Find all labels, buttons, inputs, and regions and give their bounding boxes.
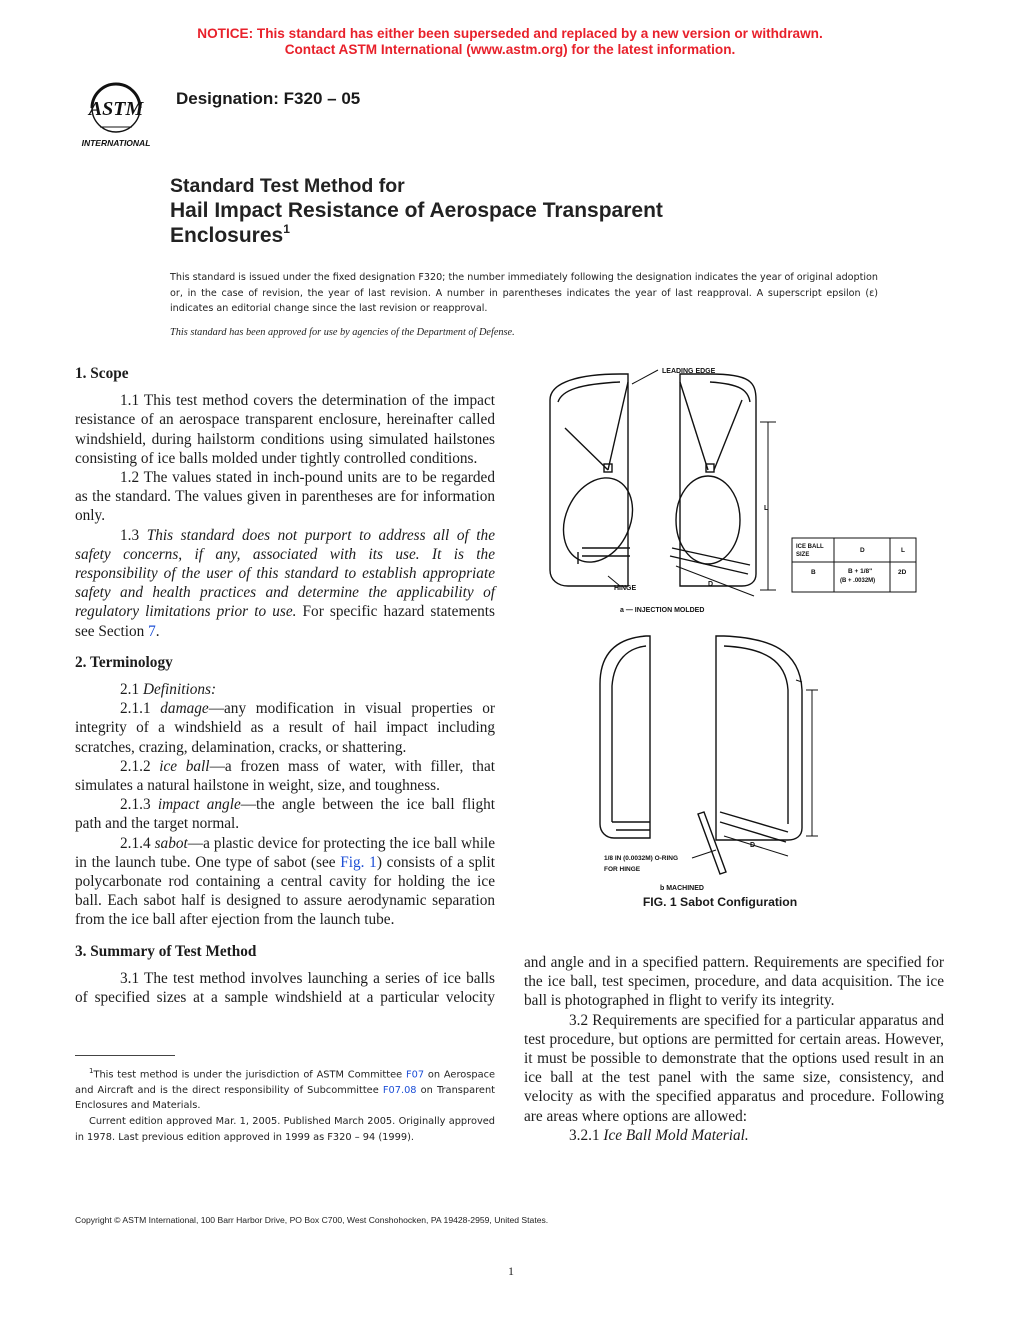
- d4-num: 2.1.4: [120, 834, 155, 852]
- table-cell-l: 2D: [898, 569, 907, 576]
- approved-note: This standard has been approved for use by agencies of the Department of Defense.: [170, 327, 515, 338]
- p13-num: 1.3: [120, 526, 147, 544]
- d1-text: —any modification in visual properties or integrity of a windshield as a result of hail impact including scratches, crazing, delamination, cracks, or shattering.: [75, 700, 496, 756]
- table-header-size: SIZE: [796, 552, 810, 558]
- leading-edge-leader: [632, 370, 658, 384]
- sabot-a-left-cone-1: [565, 428, 608, 470]
- d2-num: 2.1.2: [120, 757, 160, 775]
- footnote-1: [75, 1064, 495, 1114]
- label-oring-1: 1/8 IN (0.0032M) O-RING: [604, 855, 679, 862]
- d1-term: damage: [160, 700, 209, 718]
- sabot-a-left-cavity: [550, 467, 645, 574]
- paragraph-2-1: [75, 680, 495, 699]
- d3-term: impact angle: [157, 796, 241, 814]
- sabot-a-right-hinge-bar-2: [670, 556, 748, 574]
- section-heading-summary: 3. Summary of Test Method: [75, 942, 257, 960]
- paragraph-1-3: [75, 526, 495, 641]
- title-line-1: Standard Test Method for: [170, 175, 405, 197]
- sabot-a-right-rim: [710, 382, 750, 402]
- sabot-a-d-dimension: [676, 566, 754, 596]
- logo-subtext: INTERNATIONAL: [81, 138, 151, 148]
- fig-1-link[interactable]: Fig. 1: [340, 853, 377, 871]
- title-line-2: Hail Impact Resistance of Aerospace Transparent: [170, 199, 663, 222]
- sabot-a-left-cone-2: [608, 382, 628, 470]
- right-column: [524, 953, 944, 1145]
- paragraph-3-1-start: 3.1 The test method involves launching a series of ice balls of specified sizes at a sample windshield at a particular velocity: [75, 969, 495, 1007]
- p13-italic: This standard does not purport to address all of the safety concerns, if any, associated with its use. It is the responsibility of the user of this standard to establish appropriate safety and health practices and determine the applicability of regulatory limitations prior to use.: [75, 526, 495, 621]
- sabot-b-right-half: [716, 636, 802, 840]
- paragraph-3-2-1: [524, 1126, 944, 1145]
- withdrawal-notice: [0, 26, 1020, 58]
- d4-term: sabot: [154, 834, 188, 852]
- label-l-a: L: [764, 505, 769, 512]
- definition-ice-ball: [75, 757, 495, 795]
- sabot-figure: [520, 360, 940, 920]
- astm-logo: [74, 78, 162, 150]
- fn1-c: on Transparent Enclosures and Materials.: [75, 1084, 495, 1112]
- p321-num: 3.2.1: [569, 1126, 604, 1144]
- table-cell-d-metric: (B + .0032M): [840, 578, 876, 584]
- d3-text: —the angle between the ice ball flight path and the target normal.: [75, 796, 495, 833]
- d2-text: —a frozen mass of water, with filler, that simulates a natural hailstone in weight, size, and toughness.: [75, 757, 495, 795]
- page-number: 1: [508, 1264, 514, 1278]
- sabot-a-right-cone-2: [714, 400, 742, 470]
- footnote-mark: 1: [89, 1067, 94, 1075]
- label-machined: b MACHINED: [660, 885, 704, 892]
- section-heading-terminology: 2. Terminology: [75, 653, 173, 671]
- label-hinge: HINGE: [614, 585, 637, 592]
- p21-label: Definitions:: [142, 681, 217, 699]
- sabot-a-right-hinge-bar: [672, 548, 750, 565]
- logo-letters: ASTM: [88, 98, 144, 120]
- d2-term: ice ball: [159, 757, 210, 775]
- paragraph-3-2: 3.2 Requirements are specified for a particular apparatus and test procedure, but options are permitted for certain areas. However, it must be possible to demonstrate that the options used result in an ice ball at the test panel with the same size, consistency, and velocity as with the specified apparatus and procedure. Following are areas where options are allowed:: [524, 1011, 944, 1125]
- table-header-ice-ball: ICE BALL: [796, 544, 824, 550]
- d4-text-a: —a plastic device for protecting the ice ball while in the launch tube. One type of sabot (see: [75, 834, 496, 871]
- p13-end: .: [155, 622, 160, 640]
- title-line-3-text: Enclosures: [170, 224, 284, 247]
- sabot-b-left-rim: [612, 646, 646, 686]
- d3-num: 2.1.3: [120, 796, 158, 814]
- issued-note: This standard is issued under the fixed designation F320; the number immediately following the designation indicates the year of original adoption or, in the case of revision, the year of last revision. A number in parentheses indicates the year of last reapproval. A superscript epsilon (ε) indicates an editorial change since the last revision or reapproval.: [170, 272, 878, 315]
- left-column: [75, 364, 495, 1027]
- definition-damage: [75, 699, 495, 757]
- sabot-a-left-rim: [558, 382, 620, 402]
- o-ring-rod: [698, 812, 726, 874]
- sabot-b-right-rim: [724, 646, 788, 690]
- sabot-a-right-cone-1: [680, 382, 708, 470]
- definition-sabot: [75, 834, 495, 930]
- fn1-a: This test method is under the jurisdiction of ASTM Committee: [93, 1069, 406, 1081]
- ice-ball-size-table: [792, 538, 916, 592]
- table-cell-d: B + 1/8": [848, 568, 873, 575]
- sabot-b-right-hinge: [720, 812, 788, 832]
- p13-tail: For specific hazard statements see Section: [75, 603, 495, 640]
- d1-num: 2.1.1: [120, 700, 161, 718]
- table-header-d: D: [860, 547, 865, 554]
- designation: Designation: F320 – 05: [176, 89, 361, 108]
- committee-f07-link[interactable]: F07: [405, 1069, 425, 1081]
- footnotes: [75, 1064, 495, 1145]
- document-title: [170, 174, 663, 248]
- figure-caption: FIG. 1 Sabot Configuration: [642, 895, 798, 909]
- paragraph-3-1-continued: and angle and in a specified pattern. Requirements are specified for the ice ball, test specimen, procedure, and data acquisition. The ice ball is photographed in flight to verify its integrity.: [524, 954, 944, 1010]
- sabot-b-right-hinge-2: [720, 822, 786, 842]
- section-heading-scope: 1. Scope: [75, 365, 129, 382]
- title-line-3: [170, 223, 663, 248]
- d4-text-b: ) consists of a split polycarbonate rod containing a central cavity for holding the ice ball. Each sabot half is designed to assure aerodynamic separation from the ice ball after ejection from the launch tube.: [75, 853, 496, 929]
- label-leading-edge: LEADING EDGE: [662, 368, 716, 375]
- table-cell-size: B: [811, 569, 816, 576]
- notice-line-2: Contact ASTM International (www.astm.org) for the latest information.: [284, 42, 736, 57]
- fn1-b: on Aerospace and Aircraft and is the direct responsibility of Subcommittee: [75, 1069, 495, 1096]
- definition-impact-angle: [75, 795, 495, 833]
- paragraph-1-1: 1.1 This test method covers the determination of the impact resistance of an aerospace transparent enclosure, hereinafter called windshield, during hailstorm conditions using simulated hailstones consisting of ice balls molded under tightly controlled conditions.: [75, 392, 495, 467]
- p21-num: 2.1: [120, 681, 143, 699]
- label-injection-molded: a — INJECTION MOLDED: [620, 607, 705, 614]
- section-7-link[interactable]: 7: [148, 622, 156, 640]
- p321-italic: Ice Ball Mold Material.: [603, 1126, 749, 1144]
- paragraph-1-2: 1.2 The values stated in inch-pound units are to be regarded as the standard. The values given in parentheses are for information only.: [75, 469, 495, 525]
- table-header-l: L: [901, 547, 905, 554]
- copyright: Copyright © ASTM International, 100 Barr Harbor Drive, PO Box C700, West Conshohocken, PA 19428-2959, United States.: [75, 1215, 549, 1225]
- sabot-b-left-half: [600, 636, 650, 838]
- subcommittee-f0708-link[interactable]: F07.08: [382, 1084, 417, 1096]
- footnote-edition: Current edition approved Mar. 1, 2005. Published March 2005. Originally approved in 1978. Last previous edition approved in 1999 as F320 – 94 (1999).: [75, 1116, 495, 1143]
- title-footnote-mark: 1: [283, 222, 290, 236]
- notice-line-1: NOTICE: This standard has either been superseded and replaced by a new version or withdrawn.: [197, 26, 823, 41]
- sabot-a-right-half: [680, 374, 756, 586]
- label-d-b: D: [750, 842, 756, 849]
- label-oring-2: FOR HINGE: [604, 866, 641, 873]
- label-d-a: D: [708, 581, 714, 588]
- footnote-rule: [75, 1055, 175, 1056]
